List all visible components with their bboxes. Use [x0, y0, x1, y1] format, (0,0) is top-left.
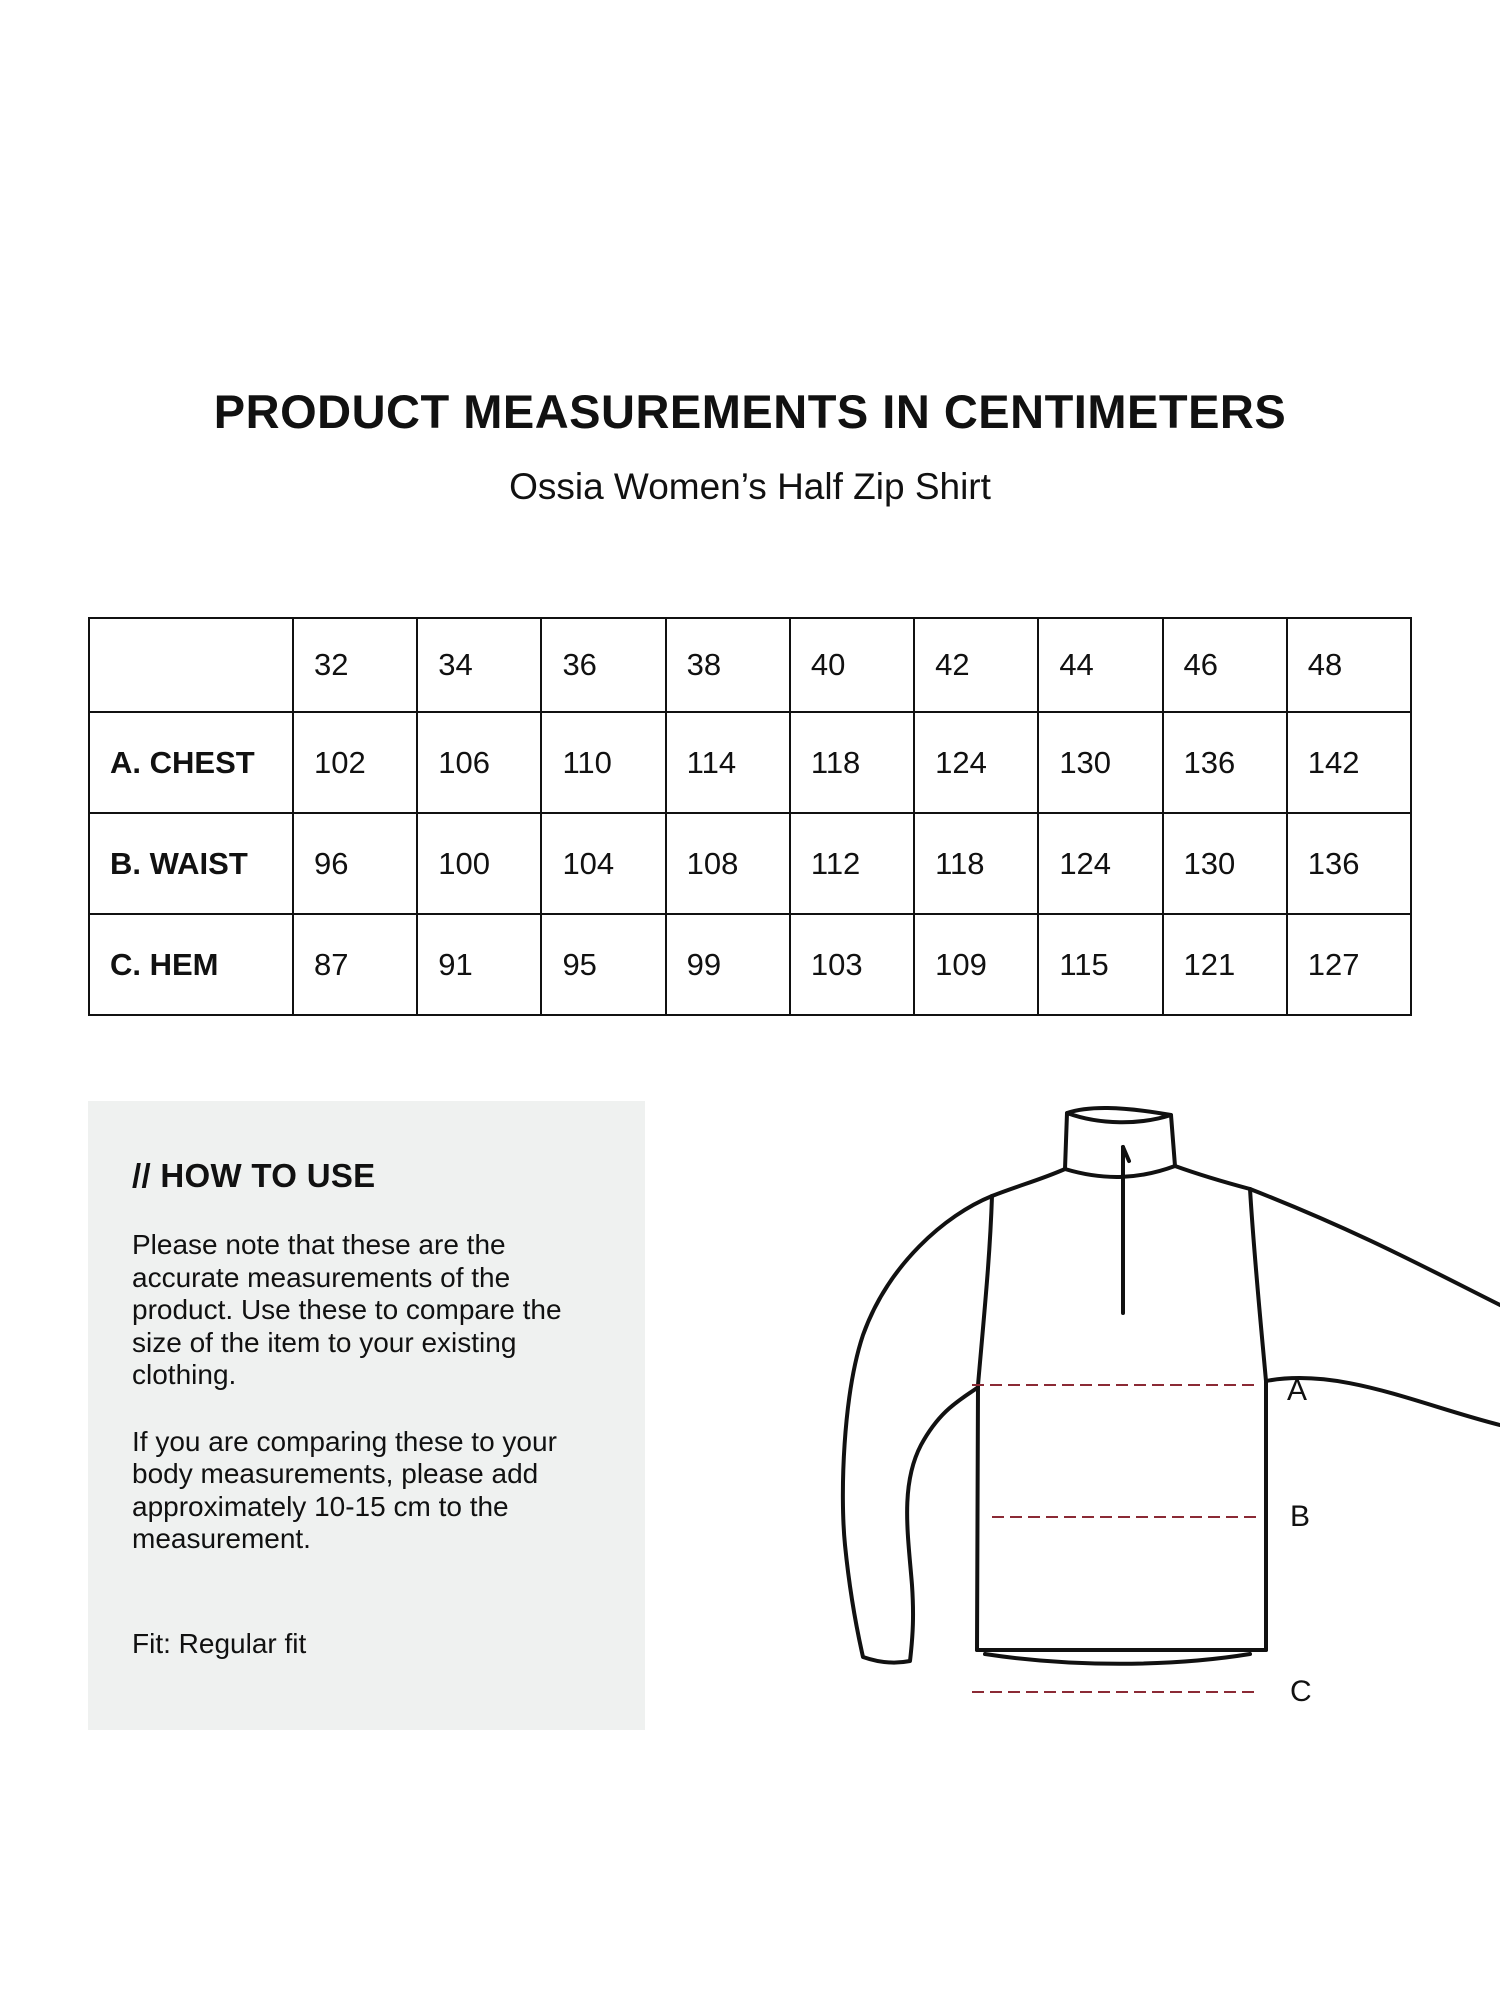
- table-cell: 95: [541, 914, 665, 1015]
- body-left-outline: [977, 1196, 992, 1650]
- how-to-use-text: If you are comparing these to your body measurements, please add approximately 10-15 cm to the measurement.: [132, 1425, 557, 1554]
- table-cell: 130: [1038, 712, 1162, 813]
- table-cell: 96: [293, 813, 417, 914]
- table-row-chest: [89, 712, 1411, 813]
- row-label: A. CHEST: [89, 712, 293, 813]
- label-c: C: [1290, 1675, 1312, 1708]
- row-label: B. WAIST: [89, 813, 293, 914]
- fit-note: Fit: Regular fit: [132, 1627, 307, 1659]
- table-cell: 109: [914, 914, 1038, 1015]
- how-to-use-panel: [88, 1101, 645, 1730]
- right-shoulder-outline: [1175, 1166, 1250, 1189]
- table-cell: 127: [1287, 914, 1411, 1015]
- table-cell: 136: [1163, 712, 1287, 813]
- table-cell: 87: [293, 914, 417, 1015]
- table-cell: 124: [914, 712, 1038, 813]
- table-cell: 118: [914, 813, 1038, 914]
- garment-diagram: [820, 1105, 1500, 1725]
- table-cell: 130: [1163, 813, 1287, 914]
- table-cell: 103: [790, 914, 914, 1015]
- table-cell: 124: [1038, 813, 1162, 914]
- product-name: Ossia Women’s Half Zip Shirt: [509, 466, 991, 507]
- how-to-use-text: Please note that these are the accurate measurements of the product. Use these to compare the size of the item to your existing clothing.: [132, 1229, 562, 1390]
- table-row-hem: [89, 914, 1411, 1015]
- size-header: 34: [417, 618, 541, 712]
- size-header: 44: [1038, 618, 1162, 712]
- size-header: 48: [1287, 618, 1411, 712]
- page-title: PRODUCT MEASUREMENTS IN CENTIMETERS: [213, 385, 1287, 438]
- right-sleeve-outline: [1250, 1189, 1500, 1305]
- table-cell: 106: [417, 712, 541, 813]
- row-label: C. HEM: [89, 914, 293, 1015]
- size-header: 36: [541, 618, 665, 712]
- table-cell: 100: [417, 813, 541, 914]
- table-cell: 115: [1038, 914, 1162, 1015]
- table-cell: 118: [790, 712, 914, 813]
- size-table: [88, 617, 1412, 1016]
- table-cell: 114: [666, 712, 790, 813]
- table-cell: 110: [541, 712, 665, 813]
- size-header: 38: [666, 618, 790, 712]
- size-header-row: [89, 618, 1411, 712]
- table-cell: 99: [666, 914, 790, 1015]
- table-cell: 108: [666, 813, 790, 914]
- size-header: 32: [293, 618, 417, 712]
- table-cell: 104: [541, 813, 665, 914]
- label-b: B: [1290, 1500, 1311, 1533]
- hem-curve-outline: [985, 1654, 1250, 1664]
- left-shoulder-outline: [992, 1169, 1065, 1196]
- label-a: A: [1287, 1374, 1308, 1407]
- size-header: 46: [1163, 618, 1287, 712]
- body-right-outline: [1250, 1189, 1266, 1650]
- left-sleeve-outline: [843, 1196, 992, 1663]
- corner-cell: [89, 618, 293, 712]
- table-cell: 91: [417, 914, 541, 1015]
- table-cell: 142: [1287, 712, 1411, 813]
- table-cell: 136: [1287, 813, 1411, 914]
- table-row-waist: [89, 813, 1411, 914]
- table-cell: 112: [790, 813, 914, 914]
- how-to-use-title: // HOW TO USE: [132, 1157, 376, 1194]
- size-header: 42: [914, 618, 1038, 712]
- table-cell: 102: [293, 712, 417, 813]
- size-header: 40: [790, 618, 914, 712]
- table-cell: 121: [1163, 914, 1287, 1015]
